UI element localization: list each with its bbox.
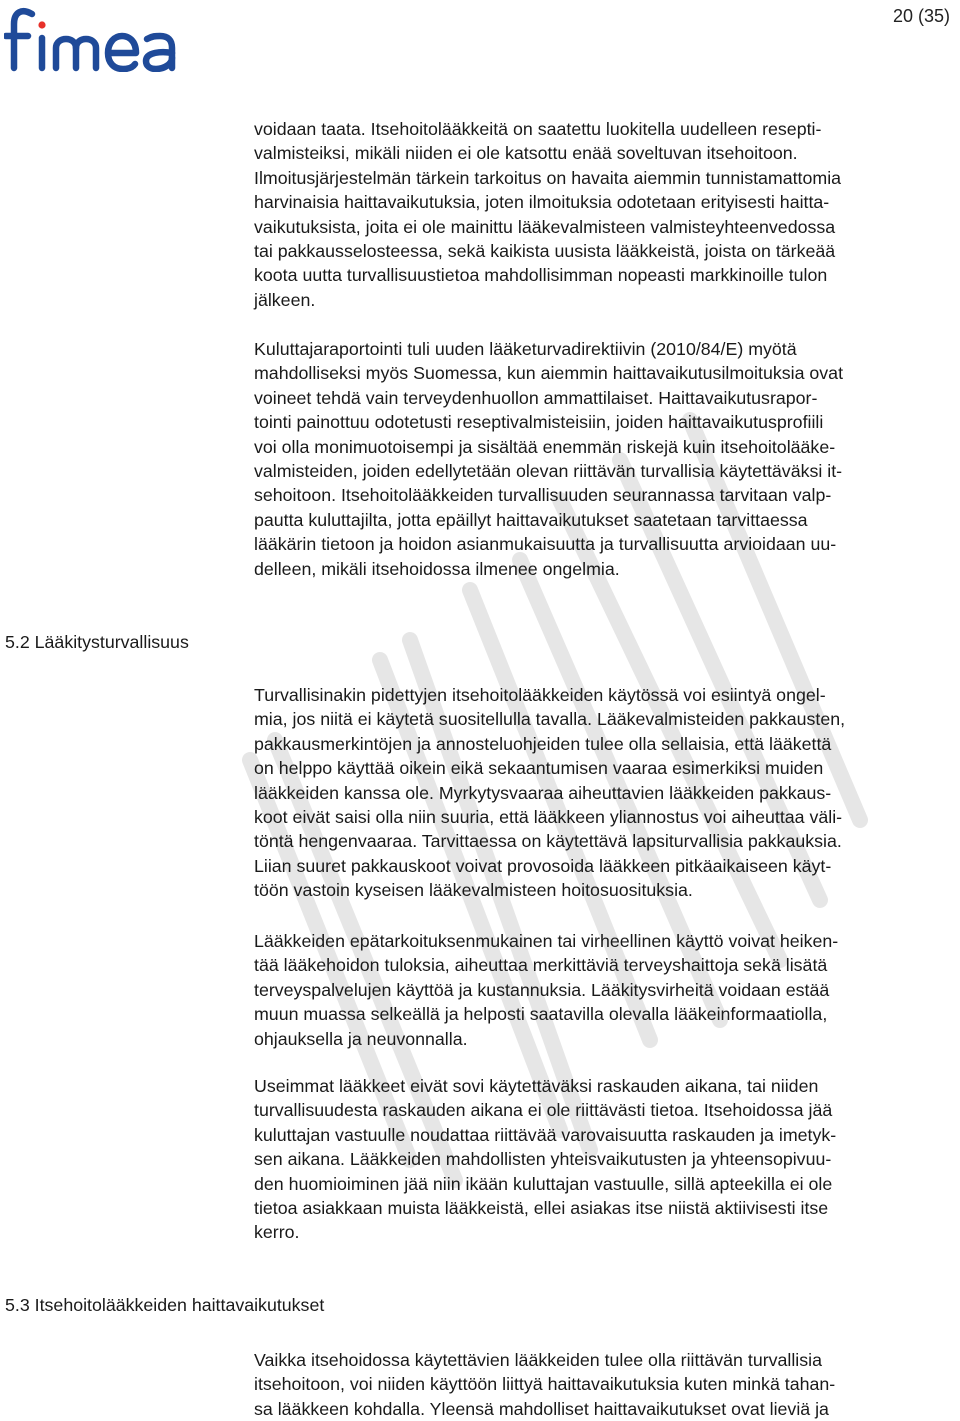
paragraph-reporting: voidaan taata. Itsehoitolääkkeitä on saatettu luokitella uudelleen resepti- valmisteiksi, mikäli niiden ei ole katsottu enää soveltuvan itsehoitoon. Ilmoitusjärjestelmän tärkein tarkoitus on havaita aiemmin tunnistamattomia harvinaisia haittavaikutuksia, joten ilmoituksia odotetaan erityisesti haitta- vaikutuksista, joita ei ole mainittu lääkevalmisteen valmisteyhteenvedossa tai pakkausselosteessa, sekä kaikista uusista lääkkeistä, joista on tärkeää koota uutta turvallisuustietoa mahdollisimman nopeasti markkinoille tulon jälkeen. [254,119,842,310]
fimea-logo [4,4,214,72]
paragraph-pregnancy: Useimmat lääkkeet eivät sovi käytettäväksi raskauden aikana, tai niiden turvallisuudesta raskauden aikana ei ole riittävästi tietoa. Itsehoidossa jää kuluttajan vastuulle noudattaa riittävää varovaisuutta raskauden ja imetyk- sen aikana. Lääkkeiden mahdollisten yhteisvaikutusten ja yhteensopivuu- den huomioiminen jää niin ikään kuluttajan vastuulle, sillä apteekilla ei ole tietoa asiakkaan muista lääkkeistä, ellei asiakas itse niistä aktiivisesti itse kerro. [254,1076,837,1243]
paragraph-side-effects: Vaikka itsehoidossa käytettävien lääkkeiden tulee olla riittävän turvallisia itsehoitoon, voi niiden käyttöön liittyä haittavaikutuksia kuten minkä tahan- sa lääkkeen kohdalla. Yleensä mahdolliset haittavaikutukset ovat lieviä ja [254,1350,836,1419]
page-number: 20 (35) [892,6,950,26]
paragraph-misuse: Lääkkeiden epätarkoituksenmukainen tai virheellinen käyttö voivat heiken- tää lääkehoidon tuloksia, aiheuttaa merkittäviä terveyshaittoja sekä lisätä terveyspalvelujen käyttöä ja kustannuksia. Lääkitysvirheitä voidaan estää muun muassa selkeällä ja helposti saatavilla olevalla lääkeinformaatiolla, ohjauksella ja neuvonnalla. [254,931,839,1049]
section-heading-side-effects: 5.3 Itsehoitolääkkeiden haittavaikutukset [5,1295,325,1315]
paragraph-consumer-reporting: Kuluttajaraportointi tuli uuden lääketurvadirektiivin (2010/84/E) myötä mahdolliseksi myös Suomessa, kun aiemmin haittavaikutusilmoituksia ovat voineet tehdä vain terveydenhuollon ammattilaiset. Haittavaikutusrapor- tointi painottuu odotetusti reseptivalmisteisiin, joiden haittavaikutusprofiili voi olla monimuotoisempi ja sisältää enemmän riskejä kuin itsehoitolääke- valmisteiden, joiden edellytetään olevan riittävän turvallisia käytettäväksi it- sehoitoon. Itsehoitolääkkeiden turvallisuuden seurannassa tarvitaan valp- pautta kuluttajilta, jotta epäillyt haittavaikutukset saatetaan tarvittaessa lääkärin tietoon ja hoidon asianmukaisuutta ja turvallisuutta arvioidaan uu- delleen, mikäli itsehoidossa ilmenee ongelmia. [254,339,844,579]
paragraph-safe-use: Turvallisinakin pidettyjen itsehoitolääkkeiden käytössä voi esiintyä ongel- mia, jos niitä ei käytetä suositellulla tavalla. Lääkevalmisteiden pakkausten, pakkausmerkintöjen ja annosteluohjeiden tulee olla sellaisia, että lääkettä on helppo käyttää oikein eikä sekaantumisen vaaraa esimerkiksi muiden lääkkeiden kanssa ole. Myrkytysvaaraa aiheuttavien lääkkeiden pakkaus- koot eivät saisi olla niin suuria, että lääkkeen yliannostus voi aiheuttaa väli- töntä hengenvaaraa. Tarvittaessa on käytettävä lapsiturvallisia pakkauksia. Liian suuret pakkauskoot voivat provosoida lääkkeen pitkäaikaiseen käyt- töön vastoin kyseisen lääkevalmisteen hoitosuosituksia. [254,685,846,901]
section-heading-medication-safety: 5.2 Lääkitysturvallisuus [5,632,189,652]
